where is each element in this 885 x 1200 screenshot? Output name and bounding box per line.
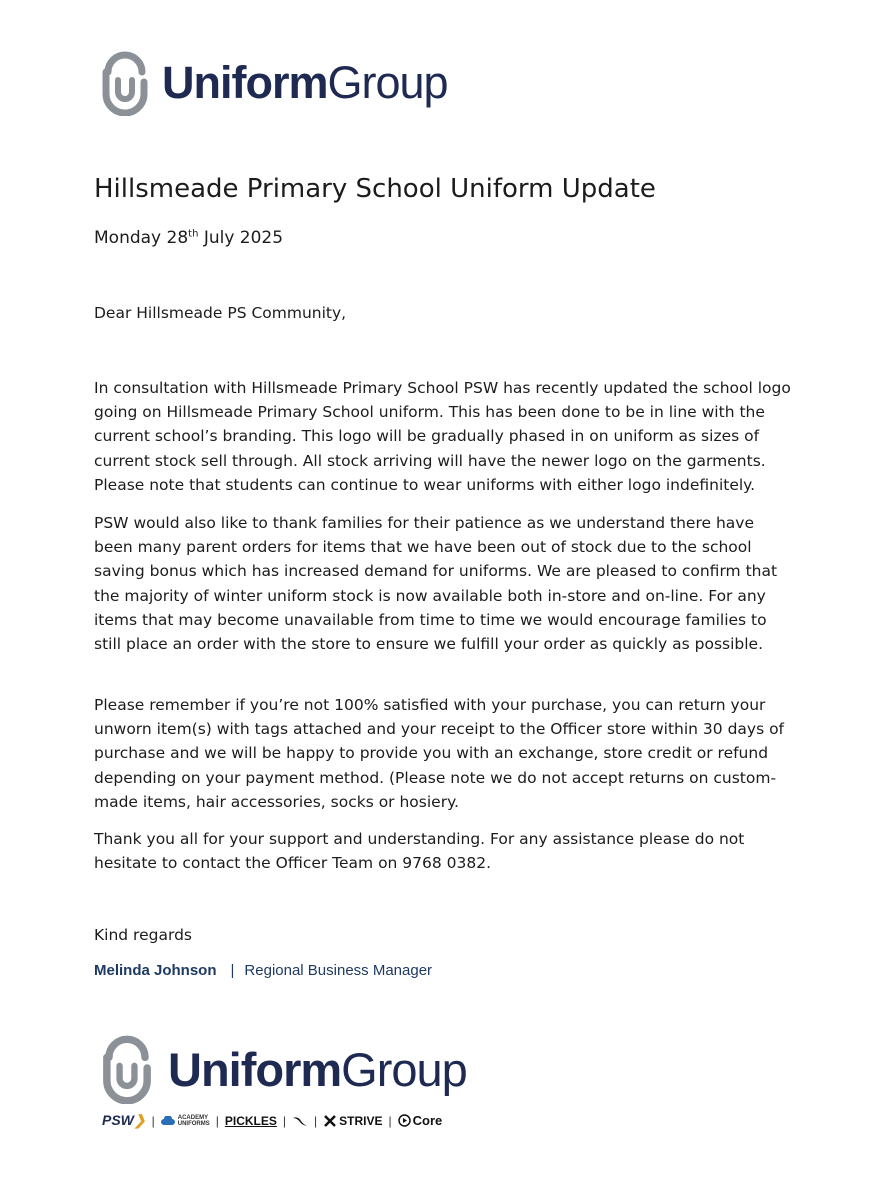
- paragraph-contact: Thank you all for your support and understanding. For any assistance please do not hesitate to contact the Officer Team on 9768 0382.: [94, 830, 745, 873]
- letter-date: Monday 28th July 2025: [94, 228, 284, 248]
- core-brand-logo: Core: [398, 1113, 443, 1128]
- closing: Kind regards: [94, 926, 192, 944]
- pickles-brand-logo: PICKLES: [224, 1113, 277, 1128]
- strive-brand-logo: STRIVE: [323, 1114, 382, 1128]
- signature-line: [94, 962, 432, 979]
- strive-x-icon: [323, 1115, 337, 1127]
- brand-separator: |: [215, 1113, 219, 1128]
- paragraph-returns-policy: Please remember if you’re not 100% satisfied with your purchase, you can return your unworn item(s) with tags attached and your receipt to the Officer store within 30 days of purchase and we will be happy to provide you with an exchange, store credit or refund depending on your payment method. (Please note we do not accept returns on custom-made items, hair accessories, socks or hosiery.: [94, 696, 785, 811]
- cloud-icon: [161, 1116, 175, 1126]
- puma-cat-icon: [292, 1115, 308, 1127]
- uniform-group-logo-mark-icon: [100, 1034, 154, 1104]
- company-logo-header: [100, 50, 448, 116]
- brand-strip: [102, 1112, 442, 1129]
- signatory-title: Regional Business Manager: [244, 962, 433, 979]
- signature-separator: |: [230, 962, 235, 979]
- play-circle-icon: [398, 1114, 411, 1127]
- brand-separator: |: [151, 1113, 155, 1128]
- company-logo-footer: [100, 1034, 467, 1104]
- signatory-name: Melinda Johnson: [94, 962, 217, 979]
- brand-separator: |: [388, 1113, 392, 1128]
- letter-title: Hillsmeade Primary School Uniform Update: [94, 174, 656, 204]
- paragraph-logo-update: In consultation with Hillsmeade Primary School PSW has recently updated the school logo going on Hillsmeade Primary School uniform. This has been done to be in line with the current school’s branding. This logo will be gradually phased in on uniform as sizes of current stock sell through. All stock arriving will have the newer logo on the garments. Please note that students can continue to wear uniforms with either logo indefinitely.: [94, 379, 791, 494]
- brand-separator: |: [282, 1113, 287, 1128]
- uniform-group-logo-mark-icon: [100, 50, 150, 116]
- psw-brand-logo: PSW❯: [102, 1112, 146, 1128]
- paragraph-stock-update: PSW would also like to thank families for their patience as we understand there have been many parent orders for items that we have been out of stock due to the school saving bonus which has increased demand for uniforms. We are pleased to confirm that the majority of winter uniform stock is now available both in-store and on-line. For any items that may become unavailable from time to time we would encourage families to still place an order with the store to ensure we fulfill your order as quickly as possible.: [94, 514, 778, 654]
- logo-wordmark: UniformGroup: [162, 57, 448, 108]
- academy-uniforms-logo: ACADEMY UNIFORMS: [161, 1115, 210, 1127]
- salutation: Dear Hillsmeade PS Community,: [94, 304, 347, 322]
- logo-wordmark: UniformGroup: [168, 1042, 467, 1096]
- brand-separator: |: [314, 1113, 318, 1128]
